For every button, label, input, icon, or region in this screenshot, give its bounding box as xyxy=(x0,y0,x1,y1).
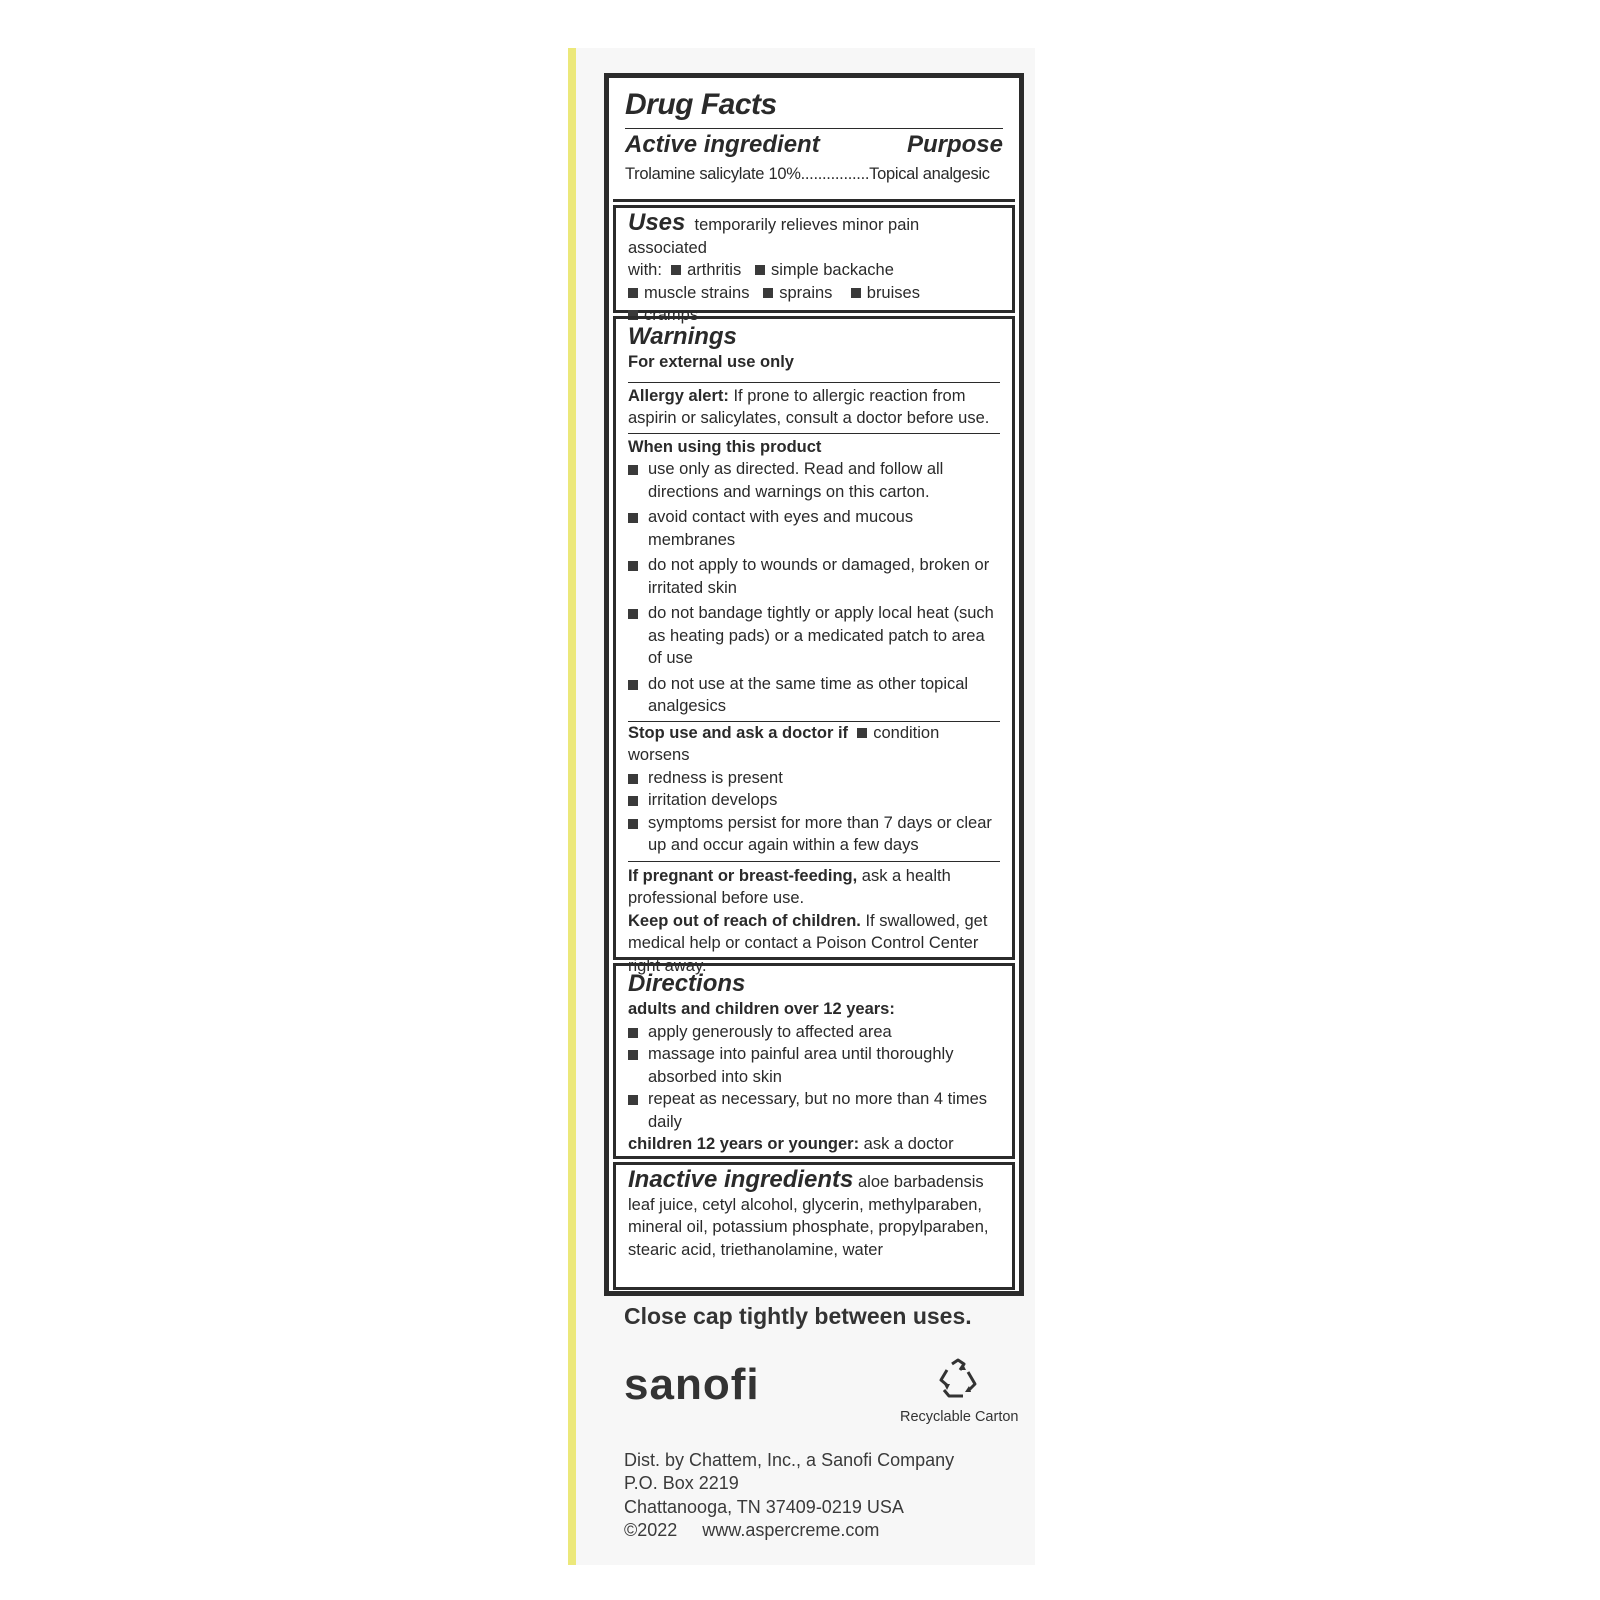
pregnant-warning: If pregnant or breast-feeding, ask a health professional before use. xyxy=(628,866,951,907)
bullet-square-icon xyxy=(628,288,638,298)
drug-facts-title: Drug Facts xyxy=(625,88,777,121)
bullet-square-icon xyxy=(628,796,638,806)
directions-item: massage into painful area until thoroughly absorbed into skin xyxy=(628,1043,1000,1088)
bullet-square-icon xyxy=(628,680,638,690)
warnings-divider xyxy=(628,382,1000,383)
stop-use-item: symptoms persist for more than 7 days or clear up and occur again within a few days xyxy=(628,812,1000,857)
when-using-heading: When using this product xyxy=(628,437,822,456)
stop-use-item: redness is present xyxy=(628,767,1000,790)
bullet-square-icon xyxy=(671,265,681,275)
directions-heading: Directions xyxy=(628,970,746,997)
use-item: bruises xyxy=(851,284,920,302)
carton-yellow-edge xyxy=(568,48,576,1565)
uses-intro: temporarily relieves minor pain associated xyxy=(628,216,920,257)
children-directions: children 12 years or younger: ask a doctor xyxy=(628,1135,954,1153)
use-item: simple backache xyxy=(755,261,894,279)
recycle-icon xyxy=(935,1358,981,1400)
bullet-square-icon xyxy=(628,609,638,619)
inactive-ingredients-section xyxy=(613,1162,1015,1290)
allergy-alert: Allergy alert: If prone to allergic reaction from aspirin or salicylates, consult a doctor before use. xyxy=(628,386,990,427)
recycle-label: Recyclable Carton xyxy=(900,1409,1019,1425)
warnings-heading: Warnings xyxy=(628,323,737,350)
use-item: arthritis xyxy=(671,261,741,279)
use-item: muscle strains xyxy=(628,284,749,302)
bullet-square-icon xyxy=(628,1028,638,1038)
inactive-ingredients: Inactive ingredients aloe barbadensis leaf juice, cetyl alcohol, glycerin, methylparaben, mineral oil, potassium phosphate, propylparaben, stearic acid, triethanolamine, water xyxy=(628,1166,989,1259)
uses-heading: Uses xyxy=(628,209,686,236)
bullet-square-icon xyxy=(628,561,638,571)
when-using-item: use only as directed. Read and follow all directions and warnings on this carton. xyxy=(628,458,1000,503)
header-divider xyxy=(625,128,1003,129)
bullet-square-icon xyxy=(628,774,638,784)
use-item: cramps xyxy=(628,306,698,324)
warnings-divider xyxy=(628,433,1000,434)
distributor-line-4: ©2022 www.aspercreme.com xyxy=(624,1520,880,1540)
adults-label: adults and children over 12 years: xyxy=(628,1000,895,1018)
uses-with: with: xyxy=(628,261,662,279)
drug-facts-header-section xyxy=(613,78,1015,202)
close-cap-note: Close cap tightly between uses. xyxy=(624,1303,972,1329)
directions-item: repeat as necessary, but no more than 4 times daily xyxy=(628,1088,1000,1133)
active-ingredient-heading: Active ingredient xyxy=(625,131,820,158)
when-using-item: avoid contact with eyes and mucous membranes xyxy=(628,506,1000,551)
when-using-item: do not apply to wounds or damaged, broken or irritated skin xyxy=(628,554,1000,599)
distributor-line-2: P.O. Box 2219 xyxy=(624,1473,739,1493)
bullet-square-icon xyxy=(755,265,765,275)
bullet-square-icon xyxy=(628,1095,638,1105)
bullet-square-icon xyxy=(628,819,638,829)
warnings-divider xyxy=(628,861,1000,862)
when-using-item: do not use at the same time as other topical analgesics xyxy=(628,673,1000,718)
distributor-line-3: Chattanooga, TN 37409-0219 USA xyxy=(624,1497,904,1517)
bullet-square-icon xyxy=(628,1050,638,1060)
external-use-only: For external use only xyxy=(628,353,794,371)
stop-use-item: condition worsens xyxy=(628,723,940,764)
bullet-square-icon xyxy=(763,288,773,298)
bullet-square-icon xyxy=(857,728,867,738)
when-using-item: do not bandage tightly or apply local heat (such as heating pads) or a medicated patch to area of use xyxy=(628,602,1000,670)
directions-section xyxy=(613,963,1015,1159)
sanofi-logo: sanofi xyxy=(624,1360,760,1409)
bullet-square-icon xyxy=(628,465,638,475)
purpose-heading: Purpose xyxy=(906,131,1003,158)
stop-use-item: irritation develops xyxy=(628,789,1000,812)
drug-facts-box xyxy=(604,73,1024,1296)
distributor-line-1: Dist. by Chattem, Inc., a Sanofi Company xyxy=(624,1450,955,1470)
bullet-square-icon xyxy=(628,513,638,523)
stop-use-heading: Stop use and ask a doctor if xyxy=(628,723,849,742)
warnings-section xyxy=(613,316,1015,975)
bullet-square-icon xyxy=(851,288,861,298)
use-item: sprains xyxy=(763,284,832,302)
directions-item: apply generously to affected area xyxy=(628,1021,1000,1044)
ingredient-line: Trolamine salicylate 10%................Topical analgesic xyxy=(625,165,990,183)
keep-out-of-reach: Keep out of reach of children. If swallowed, get medical help or contact a Poison Control Center right away. xyxy=(628,911,988,975)
uses-section xyxy=(613,205,1015,324)
